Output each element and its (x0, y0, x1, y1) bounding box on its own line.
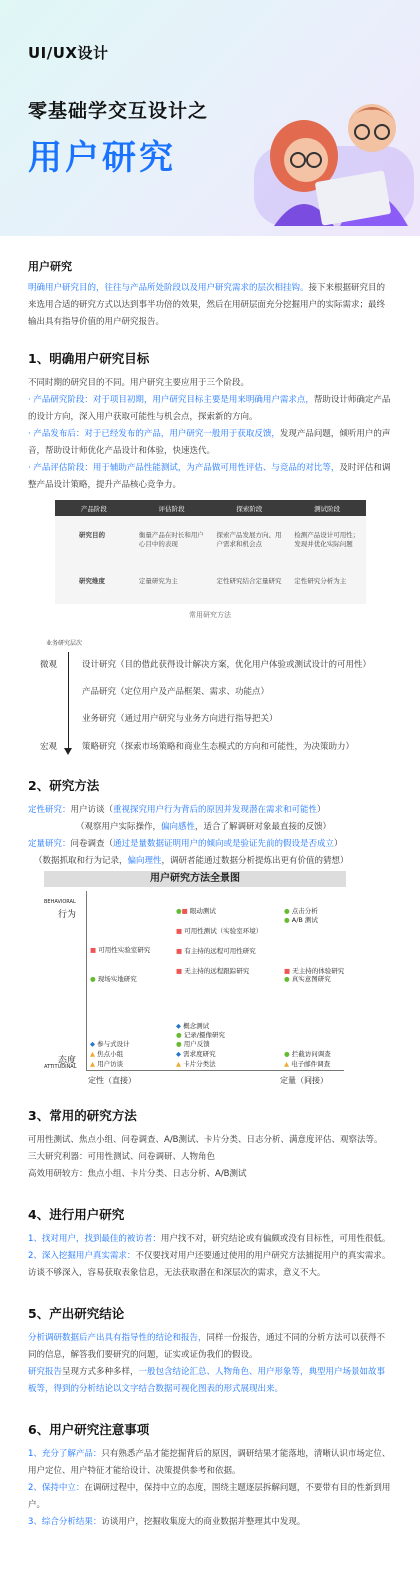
section-6-text: 3、综合分析结果：访谈用户，挖掘收集庞大的商业数据并整理其中发现。 (28, 1517, 306, 1527)
matrix-item: ●■ 眼动测试 (176, 907, 216, 915)
flow-label: 业务研究层次 (46, 640, 83, 647)
matrix-item: ◆ 参与式设计 (90, 1040, 130, 1048)
y-bottom: 态度 (58, 1056, 77, 1066)
section-1-heading: 1、明确用户研究目标 (28, 351, 150, 366)
matrix-item: ▲ 卡片分类法 (176, 1060, 216, 1068)
research-methods-matrix (44, 871, 346, 1089)
section-3-text: 可用性测试、焦点小组、问卷调查、A/B测试、卡片分类、日志分析、满意度评估、观察法等。 (28, 1135, 383, 1145)
matrix-item: ▲ 焦点小组 (90, 1050, 124, 1058)
flow-bottom-label: 宏观 (40, 742, 58, 752)
section-2-heading: 2、研究方法 (28, 778, 100, 793)
sections-3-6 (28, 1106, 393, 1531)
section-6-text: 1、充分了解产品：只有熟悉产品才能挖掘背后的原因，调研结果才能落地，清晰认识市场定位、用户定位、用户特征才能给设计、决策提供参考和依据。 (28, 1449, 391, 1476)
x-left: 定性（直接） (88, 1076, 136, 1085)
section-1-item: · 产品发布后：对于已经发布的产品，用户研究一般用于获取反馈，发现产品问题，倾听用户的声音，帮助设计师优化产品设计和体验，快速迭代。 (28, 429, 391, 456)
matrix-item: ▲ 电子邮件调查 (284, 1060, 331, 1068)
section-1-intro: 不同时期的研究目的不同。用户研究主要应用于三个阶段。 (28, 378, 250, 388)
article-body (28, 258, 393, 494)
flow-item: 产品研究（定位用户及产品框架、需求、功能点） (82, 687, 270, 697)
table-header-cell: 产品阶段 (80, 504, 107, 513)
intro-heading: 用户研究 (28, 260, 72, 273)
table-row (55, 576, 366, 585)
table-cell: 定性研究分析为主 (294, 577, 347, 585)
flow-item: 策略研究（探索市场策略和商业生态模式的方向和可能性，为决策助力） (82, 742, 355, 752)
research-stage-table (55, 500, 366, 604)
section-6-heading: 6、用户研究注意事项 (28, 1422, 150, 1437)
table-cell: 定性研究结合定量研究 (216, 577, 282, 585)
matrix-item: ● 真实意图研究 (284, 975, 331, 983)
table-header-cell: 探索阶段 (236, 504, 263, 513)
matrix-item: ◆ 概念测试 (176, 1022, 210, 1030)
table-header-cell: 评估阶段 (158, 504, 185, 513)
hero-banner (0, 0, 420, 236)
table-cell: 探索产品发展方向、用户需求和机会点 (216, 531, 282, 548)
table-header-row (55, 500, 366, 516)
matrix-item: ● 现场实地研究 (90, 975, 137, 983)
matrix-item: ● A/B 测试 (284, 916, 318, 924)
matrix-item: ● 点击分析 (284, 907, 318, 915)
section-1-item: · 产品研究阶段：对于项目初期，用户研究目标主要是用来明确用户需求点，帮助设计师确定产品的设计方向，深入用户获取可能性与机会点，探索新的方向。 (28, 395, 391, 422)
matrix-item: ● 拦截访问调查 (284, 1050, 331, 1058)
section-4-text: 2、深入挖掘用户真实需求：不仅要找对用户还要通过使用的用户研究方法捕捉用户的真实需求。访谈不够深入，容易获取表象信息，无法获取潜在和深层次的需求，意义不大。 (28, 1251, 391, 1278)
table-cell: 检测产品设计可用性；发现并优化实际问题 (294, 531, 360, 548)
matrix-item: ■ 可用性实验室研究 (90, 946, 151, 954)
section-3-text: 三大研究利器：可用性测试、问卷调研、人物角色 (28, 1152, 216, 1162)
section-4-text: 1、找对用户，找到最佳的被访者：用户找不对，研究结论或有偏颇或没有目标性，可用性很低。 (28, 1234, 391, 1244)
hero-title: 用户研究 (28, 138, 176, 178)
section-1-item: · 产品评估阶段：用于辅助产品性能测试，为产品做可用性评估、与竞品的对比等，及时评估和调整产品设计策略，提升产品核心竞争力。 (28, 463, 391, 490)
y-top-en: BEHAVIORAL (44, 899, 76, 905)
section-4-heading: 4、进行用户研究 (28, 1207, 125, 1222)
table-cell: 衡量产品在时长和用户心目中的表现 (138, 531, 204, 548)
matrix-item: ▲ 用户访谈 (90, 1060, 124, 1068)
research-level-diagram (38, 638, 378, 758)
matrix-item: ◆ 需求度研究 (176, 1050, 216, 1058)
matrix-item: ■ 有主持的远程可用性研究 (176, 947, 256, 955)
table-row (55, 530, 366, 548)
section-3-heading: 3、常用的研究方法 (28, 1108, 137, 1123)
flow-arrow (68, 652, 69, 752)
table-cell: 研究维度 (79, 577, 105, 585)
x-right: 定量（间接） (280, 1076, 328, 1085)
section-3-text: 高效用研较方：焦点小组、卡片分类、日志分析、A/B测试 (28, 1169, 247, 1179)
matrix-item: ■ 可用性测试（实验室环境） (176, 927, 263, 935)
matrix-item: ● 用户反馈 (176, 1040, 210, 1048)
table-cell: 研究目的 (79, 531, 105, 539)
arrow-down-icon (64, 748, 72, 755)
intro-paragraph: 明确用户研究目的，往往与产品所处阶段以及用户研究需求的层次相挂钩。接下来根据研究目的来选用合适的研究方式以达到事半功倍的效果，然后在用研层面充分挖掘用户的实际需求；最终输出具有指导价值的用户研究报告。 (28, 283, 386, 327)
table-header-cell: 测试阶段 (314, 504, 341, 513)
y-top: 行为 (58, 910, 77, 920)
y-bottom-en: ATTITUDINAL (44, 1064, 77, 1070)
flow-top-label: 微观 (40, 660, 58, 670)
flow-item: 业务研究（通过用户研究与业务方向进行指导把关） (82, 714, 278, 724)
section-6-text: 2、保持中立：在调研过程中，保持中立的态度，围绕主题逐层拆解问题，不要带有目的性新到用户。 (28, 1483, 391, 1510)
matrix-item: ■ 无主持的体验研究 (284, 967, 345, 975)
characters-illustration (254, 86, 414, 226)
hero-subtitle: 零基础学交互设计之 (28, 100, 209, 122)
section-2: 2、研究方法 定性研究：用户访谈（重视探究用户行为背后的原因并发现潜在需求和可能性） （观察用户实际操作，偏向感性，适合了解调研对象最直接的反馈） 定量研究：问卷调查（通过是量数据证明用户的倾向或是验证先前的假设是否成立） （数据抓取和行为记录，偏向理性，调研者能通过数据分析提炼出更有价值的猜想） (28, 776, 393, 870)
matrix-title: 用户研究方法全景图 (44, 871, 346, 887)
table-caption: 常用研究方法 (189, 611, 231, 619)
section-5-text: 分析调研数据后产出具有指导性的结论和报告，同样一份报告，通过不同的分析方法可以获得不同的信息，解答我们要研究的问题，证实或证伪我们的假设。 (28, 1333, 386, 1360)
matrix-item: ■ 无主持的远程跟踪研究 (176, 967, 250, 975)
table-cell: 定量研究为主 (138, 577, 178, 585)
section-5-heading: 5、产出研究结论 (28, 1306, 125, 1321)
category-badge: UI/UX设计 (28, 44, 109, 62)
section-5-text: 研究报告呈现方式多种多样，一般包含结论汇总、人物角色、用户形象等，典型用户场景如故事板等，得到的分析结论以文字结合数据可视化图表的形式展现出来。 (28, 1367, 386, 1394)
flow-item: 设计研究（目的借此获得设计解决方案，优化用户体验或测试设计的可用性） (82, 660, 372, 670)
matrix-item: ● 记录/摄像研究 (176, 1031, 225, 1039)
